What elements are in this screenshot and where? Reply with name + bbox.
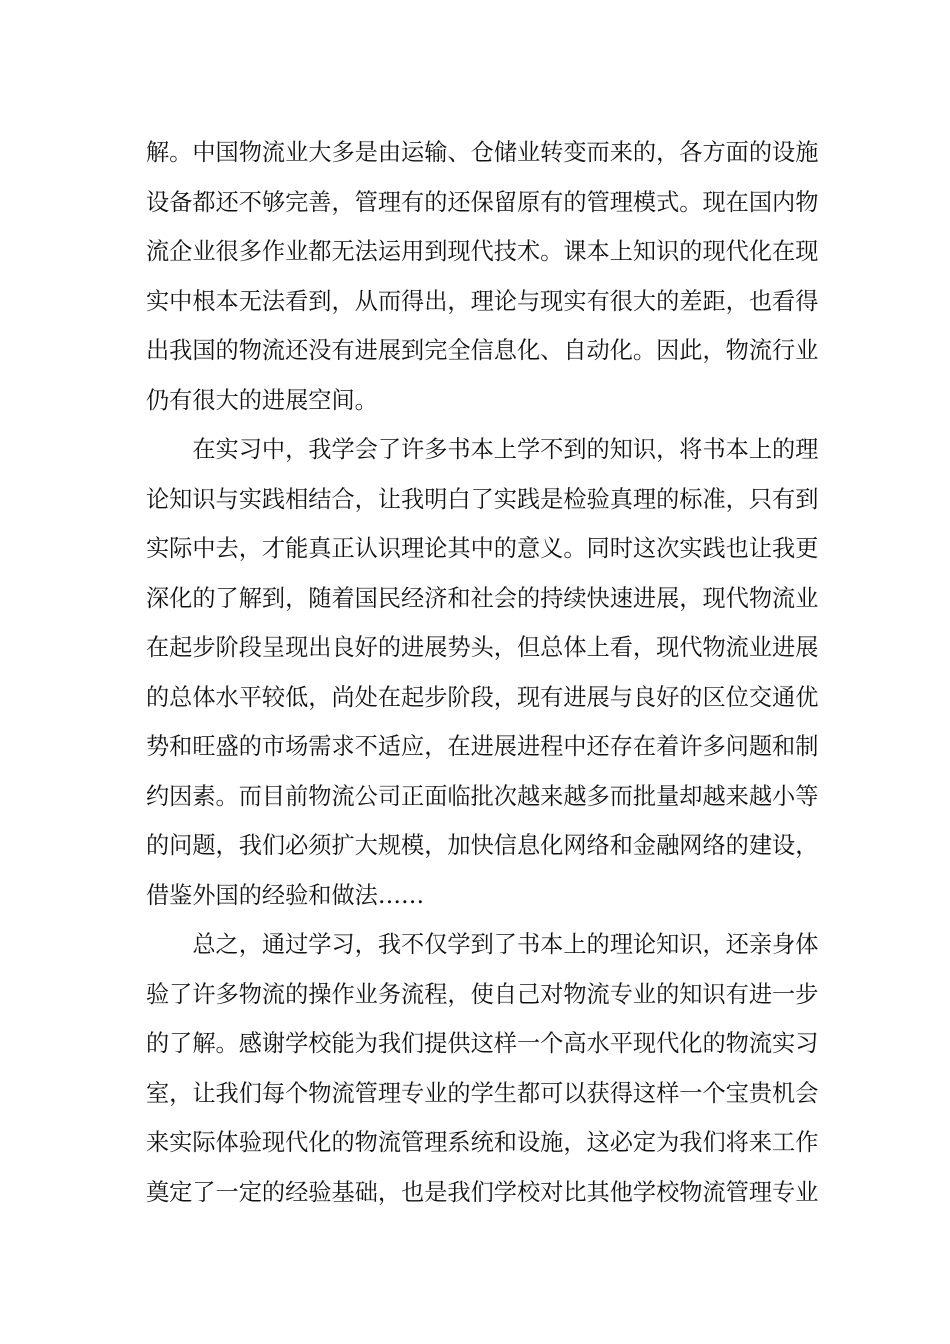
paragraph-2 <box>146 425 819 920</box>
text-line: 流企业很多作业都无法运用到现代技术。课本上知识的现代化在现 <box>146 238 819 265</box>
text-line: 设备都还不够完善，管理有的还保留原有的管理模式。现在国内物 <box>146 188 819 216</box>
text-line: 出我国的物流还没有进展到完全信息化、自动化。因此，物流行业 <box>146 337 819 364</box>
text-line: 约因素。而目前物流公司正面临批次越来越多而批量却越来越小等 <box>146 782 819 810</box>
text-line: 的总体水平较低，尚处在起步阶段，现有进展与良好的区位交通优 <box>146 683 819 711</box>
text-line: 实际中去，才能真正认识理论其中的意义。同时这次实践也让我更 <box>146 535 819 562</box>
text-line: 在起步阶段呈现出良好的进展势头，但总体上看，现代物流业进展 <box>146 634 819 661</box>
text-line: 来实际体验现代化的物流管理系统和设施，这必定为我们将来工作 <box>146 1129 819 1156</box>
text-line: 的问题，我们必须扩大规模，加快信息化网络和金融网络的建设， <box>146 832 819 859</box>
text-line: 借鉴外国的经验和做法…… <box>146 881 425 909</box>
text-line: 的了解。感谢学校能为我们提供这样一个高水平现代化的物流实习 <box>146 1030 819 1057</box>
paragraph-3 <box>146 920 819 1217</box>
text-line: 总之，通过学习，我不仅学到了书本上的理论知识，还亲身体 <box>146 931 819 958</box>
text-line: 深化的了解到，随着国民经济和社会的持续快速进展，现代物流业 <box>146 584 819 612</box>
body-text <box>146 128 819 1217</box>
text-line: 验了许多物流的操作业务流程，使自己对物流专业的知识有进一步 <box>146 980 819 1008</box>
text-line: 实中根本无法看到，从而得出，理论与现实有很大的差距，也看得 <box>146 287 819 315</box>
text-line: 在实习中，我学会了许多书本上学不到的知识，将书本上的理 <box>146 436 819 463</box>
text-line: 解。中国物流业大多是由运输、仓储业转变而来的，各方面的设施 <box>146 139 819 166</box>
text-line: 奠定了一定的经验基础，也是我们学校对比其他学校物流管理专业 <box>146 1178 819 1206</box>
paragraph-1 <box>146 128 819 425</box>
text-line: 势和旺盛的市场需求不适应，在进展进程中还存在着许多问题和制 <box>146 733 819 760</box>
text-line: 室，让我们每个物流管理专业的学生都可以获得这样一个宝贵机会 <box>146 1079 819 1107</box>
text-line: 论知识与实践相结合，让我明白了实践是检验真理的标准，只有到 <box>146 485 819 513</box>
text-line: 仍有很大的进展空间。 <box>146 386 378 414</box>
